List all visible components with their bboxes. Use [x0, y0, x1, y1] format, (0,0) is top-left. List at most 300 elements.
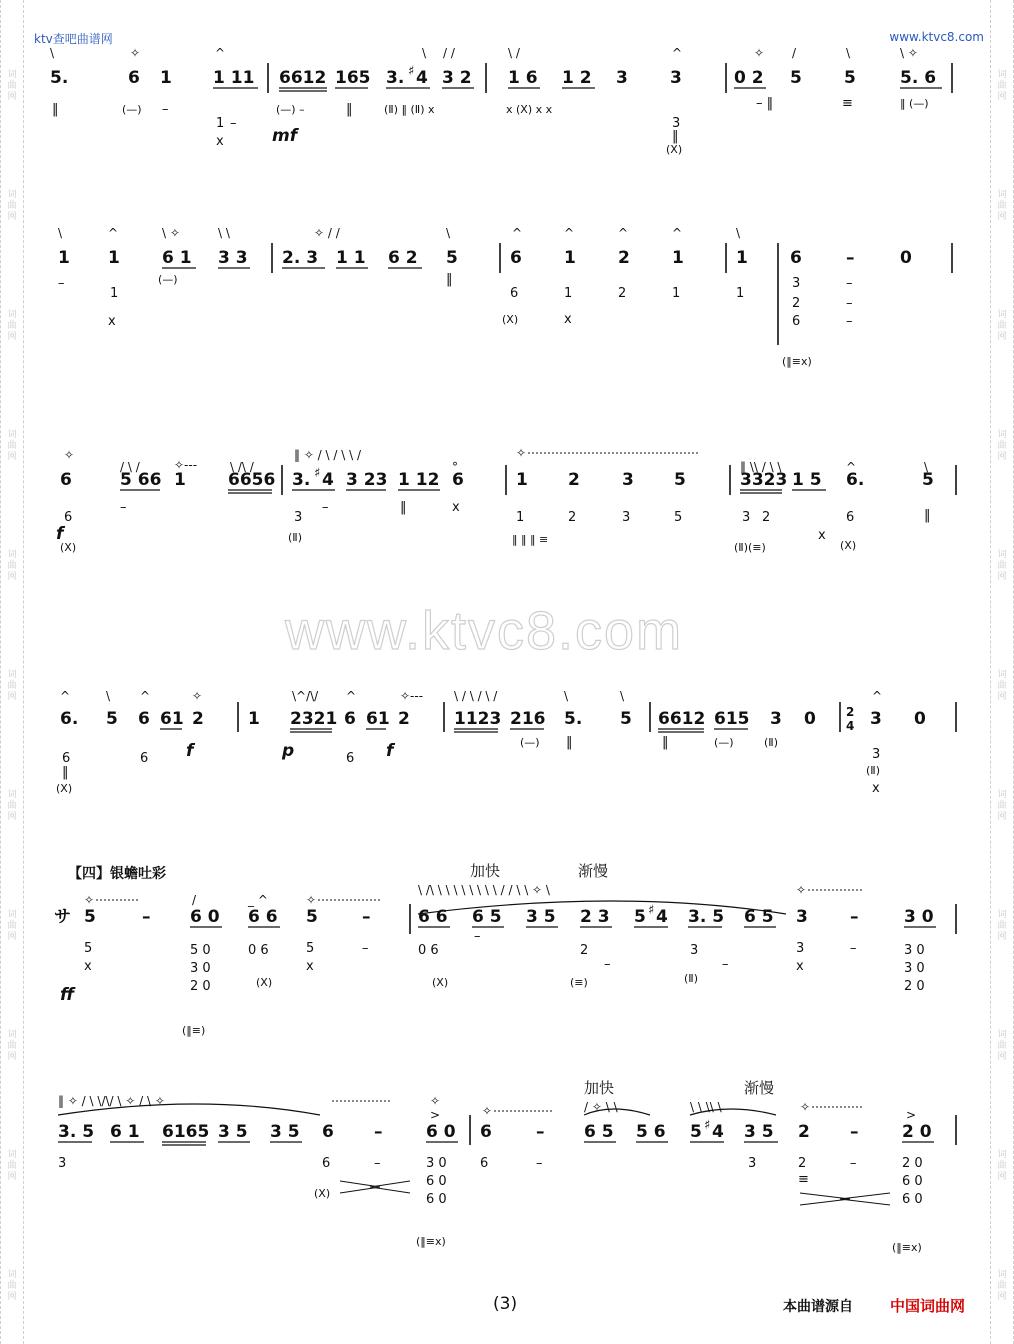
svg-text:(Ⅱ): (Ⅱ) [684, 972, 698, 985]
svg-text:^: ^ [60, 689, 71, 703]
note: 5 66 [120, 470, 162, 490]
svg-text:\: \ [620, 689, 625, 703]
note: 1 [174, 470, 186, 490]
accomp: – [604, 957, 611, 972]
svg-text:–: – [162, 102, 169, 117]
svg-text:^: ^ [512, 226, 523, 240]
sharp-sign: ♯ [704, 1118, 711, 1133]
svg-text:x: x [452, 500, 460, 515]
score-line-6 [50, 1075, 964, 1265]
note: 1 [248, 709, 260, 729]
svg-text:✧: ✧ [800, 1100, 811, 1114]
svg-text:‖: ‖ [52, 102, 59, 117]
svg-text:(‖≡x): (‖≡x) [892, 1241, 922, 1254]
note: 3 [622, 470, 634, 490]
accelerando-label: 加快 [584, 1079, 615, 1097]
accomp: 5 [674, 510, 683, 525]
note: 5 [84, 907, 96, 927]
svg-text:–: – [846, 314, 853, 329]
svg-text:\ \ \\ \: \ \ \\ \ [690, 1100, 722, 1114]
note: 2 [192, 709, 204, 729]
note: – [142, 907, 151, 927]
note: 1 [108, 248, 120, 268]
svg-text:✧: ✧ [306, 893, 317, 907]
accomp: 6 [792, 314, 801, 329]
side-watermark: 词 曲 网 [997, 1270, 1007, 1302]
svg-text:(Ⅱ): (Ⅱ) [866, 764, 880, 777]
note: 2 [798, 1122, 810, 1142]
svg-text:\ \: \ \ [218, 226, 230, 240]
accomp: 1 [516, 510, 525, 525]
tempo-sign: サ [54, 907, 71, 927]
note: 1 12 [398, 470, 440, 490]
note: 5 [634, 907, 646, 927]
svg-text:(X): (X) [56, 782, 73, 795]
side-watermark: 词 曲 网 [7, 1270, 17, 1302]
svg-text:(X): (X) [256, 976, 273, 989]
note: – [850, 1122, 859, 1142]
sharp-sign: ♯ [408, 64, 415, 79]
note: 1 11 [213, 68, 255, 88]
svg-text:\ ✧: \ ✧ [900, 46, 918, 60]
svg-text:‖: ‖ [346, 102, 353, 117]
svg-text:(Ⅱ): (Ⅱ) [288, 531, 302, 544]
svg-text:\: \ [446, 226, 451, 240]
svg-text:\: \ [924, 460, 929, 474]
svg-text:x: x [564, 312, 572, 327]
svg-text:x: x [84, 959, 92, 974]
note: – [374, 1122, 383, 1142]
note: 1 [516, 470, 528, 490]
note: 3 5 [270, 1122, 300, 1142]
note: 6 [344, 709, 356, 729]
accomp: 3 [742, 510, 751, 525]
staff-line-1 [50, 45, 964, 235]
sharp-sign: ♯ [314, 466, 321, 481]
svg-text:✧: ✧ [482, 1104, 493, 1118]
svg-text:\ /\ \ \ \ \ \ \ \ \ / /: \ /\ \ \ \ \ \ \ \ \ / / \ \ ✧ \ [418, 883, 550, 897]
note: 3 5 [218, 1122, 248, 1142]
note: 2 [398, 709, 410, 729]
side-watermark: 词 曲 网 [997, 670, 1007, 702]
note: 6 [480, 1122, 492, 1142]
note: 6 5 [472, 907, 502, 927]
accomp: 2 [580, 943, 589, 958]
side-watermark: 词 曲 网 [7, 190, 17, 222]
svg-text:– ‖: – ‖ [756, 96, 774, 111]
svg-text:–: – [58, 276, 65, 291]
note: 165 [335, 68, 371, 88]
side-watermark: 词 曲 网 [997, 910, 1007, 942]
note: 6165 [162, 1122, 210, 1142]
note: – [846, 248, 855, 268]
svg-text:‖ ‖ ‖ ≡: ‖ ‖ ‖ ≡ [512, 533, 549, 546]
svg-text:(‖≡x): (‖≡x) [782, 355, 812, 368]
svg-text:x: x [216, 134, 224, 149]
side-watermark: 词 曲 网 [997, 430, 1007, 462]
svg-text:\: \ [846, 46, 851, 60]
note: – [850, 907, 859, 927]
side-watermark: 词 曲 网 [7, 790, 17, 822]
svg-text:^: ^ [108, 226, 119, 240]
note: 5 [306, 907, 318, 927]
time-signature-bottom: 4 [846, 719, 855, 733]
note: 3 3 [218, 248, 248, 268]
note: 6612 [658, 709, 706, 729]
side-watermark: 词 曲 网 [997, 310, 1007, 342]
right-watermark-strip [990, 0, 1014, 1344]
note: 1 [58, 248, 70, 268]
accomp: – [722, 957, 729, 972]
accomp: 6 0 [426, 1192, 447, 1207]
svg-text:/ \ /: / \ / [120, 460, 140, 474]
staff-line-3 [50, 445, 964, 635]
note: 4 [322, 470, 334, 490]
note: 6. [60, 709, 79, 729]
note: 6 0 [426, 1122, 456, 1142]
accelerando-label: 加快 [470, 862, 501, 880]
svg-text:✧---: ✧--- [400, 689, 424, 703]
svg-text:\: \ [736, 226, 741, 240]
note: 2321 [290, 709, 338, 729]
accomp: – [362, 941, 369, 956]
note: 4 [656, 907, 668, 927]
side-watermark: 词 曲 网 [7, 310, 17, 342]
accomp: 1 [672, 286, 681, 301]
accomp: 6 [480, 1156, 489, 1171]
accomp: 3 [748, 1156, 757, 1171]
note: 5 [690, 1122, 702, 1142]
svg-text:\: \ [564, 689, 569, 703]
note: 3 [670, 68, 682, 88]
accomp: 6 [846, 510, 855, 525]
svg-text:^: ^ [672, 226, 683, 240]
note: 6 [510, 248, 522, 268]
svg-text:(Ⅱ)(≡): (Ⅱ)(≡) [734, 541, 766, 554]
accomp: – [230, 116, 237, 131]
svg-text:✧---: ✧--- [174, 458, 198, 472]
svg-text:/: / [192, 893, 197, 907]
svg-text:x: x [306, 959, 314, 974]
accomp: 3 0 [904, 943, 925, 958]
accomp: 6 [140, 751, 149, 766]
note: 3 0 [904, 907, 934, 927]
svg-text:\: \ [58, 226, 63, 240]
accomp: 3 [690, 943, 699, 958]
note: 3. [386, 68, 405, 88]
note: 6 [60, 470, 72, 490]
note: 5 [922, 470, 934, 490]
site-label-left: ktv查吧曲谱网 [34, 32, 113, 46]
score-line-2 [50, 225, 964, 415]
svg-text:^: ^ [872, 689, 883, 703]
svg-text:(Ⅱ) ‖ (Ⅱ) x: (Ⅱ) ‖ (Ⅱ) x [384, 103, 435, 116]
staff-line-6 [50, 1075, 964, 1265]
note: 3 [616, 68, 628, 88]
svg-text:‖: ‖ [446, 272, 453, 287]
note: 0 [914, 709, 926, 729]
accomp: 1 [216, 116, 225, 131]
accomp: 3 [792, 276, 801, 291]
accomp: – [850, 941, 857, 956]
note: 6 [790, 248, 802, 268]
svg-text:>: > [906, 1108, 917, 1122]
note: 6 5 [744, 907, 774, 927]
note: 1123 [454, 709, 502, 729]
note: 1 2 [562, 68, 592, 88]
svg-text:^: ^ [564, 226, 575, 240]
svg-text:(X): (X) [840, 539, 857, 552]
side-watermark: 词 曲 网 [7, 1150, 17, 1182]
accomp: 1 [110, 286, 119, 301]
svg-text:‖: ‖ [662, 735, 669, 750]
note: 2 3 [580, 907, 610, 927]
svg-text:^: ^ [618, 226, 629, 240]
accomp: – [536, 1156, 543, 1171]
accomp: 3 [58, 1156, 67, 1171]
svg-text:°: ° [452, 460, 458, 474]
accomp: 1 [564, 286, 573, 301]
svg-text:(X): (X) [60, 541, 77, 554]
accomp: 2 0 [902, 1156, 923, 1171]
svg-text:✧: ✧ [84, 893, 95, 907]
side-watermark: 词 曲 网 [997, 70, 1007, 102]
note: 61 [160, 709, 184, 729]
svg-text:\: \ [50, 46, 55, 60]
svg-text:✧: ✧ [430, 1094, 441, 1108]
note: 5 [844, 68, 856, 88]
svg-text:–: – [846, 276, 853, 291]
svg-text:‖: ‖ [672, 129, 679, 144]
svg-text:✧ / /: ✧ / / [314, 226, 340, 240]
note: 6 1 [162, 248, 192, 268]
note: 0 [804, 709, 816, 729]
note: 6 [138, 709, 150, 729]
svg-text:(—): (—) [122, 103, 142, 116]
note: 1 1 [336, 248, 366, 268]
accomp: 6 0 [902, 1174, 923, 1189]
note: 5. 6 [900, 68, 937, 88]
svg-text:‖: ‖ [62, 765, 69, 780]
note: 6612 [279, 68, 327, 88]
dynamic-p: p [282, 741, 295, 761]
svg-text:‖: ‖ [924, 508, 931, 523]
note: 5 [106, 709, 118, 729]
note: 3323 [740, 470, 788, 490]
svg-text:/ /: / / [443, 46, 455, 60]
svg-text:x: x [796, 959, 804, 974]
accomp: – [850, 1156, 857, 1171]
svg-text:–: – [120, 500, 127, 515]
side-watermark: 词 曲 网 [7, 70, 17, 102]
accomp: 2 0 [904, 979, 925, 994]
svg-text:^: ^ [672, 46, 683, 60]
side-watermark: 词 曲 网 [997, 550, 1007, 582]
accomp: 2 [762, 510, 771, 525]
note: 5 [446, 248, 458, 268]
note: 4 [712, 1122, 724, 1142]
svg-text:(—) –: (—) – [276, 103, 305, 116]
note: 0 [900, 248, 912, 268]
accomp: 3 0 [904, 961, 925, 976]
accomp: 1 [736, 286, 745, 301]
accomp: 2 [798, 1156, 807, 1171]
side-watermark: 词 曲 网 [997, 190, 1007, 222]
svg-text:–: – [322, 500, 329, 515]
accomp: 6 [62, 751, 71, 766]
dynamic-f: f [386, 741, 394, 761]
score-line-1 [50, 45, 964, 235]
side-watermark: 词 曲 网 [997, 790, 1007, 822]
site-label-right: www.ktvc8.com [889, 30, 984, 44]
side-watermark: 词 曲 网 [7, 430, 17, 462]
staff-line-4 [50, 680, 964, 870]
svg-text:(≡): (≡) [570, 976, 588, 989]
note: 1 [736, 248, 748, 268]
note: – [362, 907, 371, 927]
svg-text:x (X) x x: x (X) x x [506, 103, 553, 116]
note: 6 6 [248, 907, 278, 927]
svg-text:x: x [818, 528, 826, 543]
dynamic-f: f [186, 741, 194, 761]
note: 6 1 [110, 1122, 140, 1142]
accomp: 6 0 [902, 1192, 923, 1207]
svg-text:(—): (—) [520, 736, 540, 749]
note: 5. [564, 709, 583, 729]
svg-text:–: – [474, 929, 481, 944]
note: 61 [366, 709, 390, 729]
svg-text:✧: ✧ [192, 689, 203, 703]
note: 2 [618, 248, 630, 268]
dynamic-ff: ff [60, 985, 75, 1005]
note: 1 5 [792, 470, 822, 490]
note: 0 2 [734, 68, 764, 88]
side-watermark: 词 曲 网 [7, 550, 17, 582]
staff-line-2 [50, 225, 964, 415]
note: 6 6 [418, 907, 448, 927]
note: 3 2 [442, 68, 472, 88]
note: 1 [672, 248, 684, 268]
note: 5 6 [636, 1122, 666, 1142]
accomp: 6 [346, 751, 355, 766]
side-watermark: 词 曲 网 [7, 910, 17, 942]
svg-text:‖ ✧ / \ \/\/ \ ✧ / \: ‖ ✧ / \ \/\/ \ ✧ / \ ✧ [58, 1094, 165, 1108]
accomp: 2 [792, 296, 801, 311]
svg-text:x: x [872, 781, 880, 796]
note: 3 [796, 907, 808, 927]
svg-text:\ /: \ / [508, 46, 520, 60]
accomp: 3 0 [190, 961, 211, 976]
accomp: 3 [872, 747, 881, 762]
svg-text:≡: ≡ [798, 1172, 809, 1187]
accomp: 6 [510, 286, 519, 301]
accomp: 3 [622, 510, 631, 525]
accomp: 5 0 [190, 943, 211, 958]
note: 3. 5 [58, 1122, 95, 1142]
note: 2. 3 [282, 248, 319, 268]
note: 5 [620, 709, 632, 729]
ritardando-label: 渐慢 [744, 1079, 775, 1097]
svg-text:^: ^ [140, 689, 151, 703]
note: 3 5 [526, 907, 556, 927]
svg-text:(X): (X) [314, 1187, 331, 1200]
accomp: 3 [796, 941, 805, 956]
accomp: – [374, 1156, 381, 1171]
dynamic-f: f [56, 524, 64, 544]
note: 5 [790, 68, 802, 88]
svg-text:^: ^ [846, 460, 857, 474]
accomp: 0 6 [418, 943, 439, 958]
svg-text:✧: ✧ [64, 448, 75, 462]
svg-text:✧: ✧ [516, 446, 527, 460]
svg-text:>: > [430, 1108, 441, 1122]
note: 5 [674, 470, 686, 490]
note: 6 [452, 470, 464, 490]
svg-text:^: ^ [346, 689, 357, 703]
accomp: 5 [84, 941, 93, 956]
svg-text:‖: ‖ [400, 500, 407, 515]
staff-line-5 [50, 858, 964, 1048]
side-watermark: 词 曲 网 [7, 670, 17, 702]
svg-text:(‖≡): (‖≡) [182, 1024, 206, 1037]
source-site-link[interactable]: 中国词曲网 [890, 1297, 966, 1315]
svg-text:(—): (—) [714, 736, 734, 749]
accomp: 3 0 [426, 1156, 447, 1171]
score-line-5 [50, 858, 964, 1048]
time-signature-top: 2 [846, 705, 855, 719]
left-watermark-strip [0, 0, 24, 1344]
note: 6 [322, 1122, 334, 1142]
svg-text:/: / [792, 46, 797, 60]
note: 1 [160, 68, 172, 88]
accomp: 3 [672, 116, 681, 131]
note: 1 [564, 248, 576, 268]
note: 6 [128, 68, 140, 88]
side-watermark: 词 曲 网 [997, 1030, 1007, 1062]
section-title: 【四】银蟾吐彩 [68, 866, 166, 882]
accomp: 2 0 [190, 979, 211, 994]
note: 1 6 [508, 68, 538, 88]
svg-text:(‖≡x): (‖≡x) [416, 1235, 446, 1248]
note: 6 5 [584, 1122, 614, 1142]
svg-text:\ ✧: \ ✧ [162, 226, 180, 240]
note: 4 [416, 68, 428, 88]
dynamic-mf: mf [272, 126, 298, 146]
accomp: 3 [294, 510, 303, 525]
side-watermark: 词 曲 网 [7, 1030, 17, 1062]
svg-text:\^/\/: \^/\/ [292, 689, 319, 703]
note: 3 23 [346, 470, 388, 490]
page-number: (3) [493, 1294, 518, 1314]
svg-text:^: ^ [215, 46, 226, 60]
accomp: 2 [618, 286, 627, 301]
note: 6656 [228, 470, 276, 490]
svg-text:(X): (X) [502, 313, 519, 326]
note: 3. [292, 470, 311, 490]
accomp: 5 [306, 941, 315, 956]
note: 615 [714, 709, 750, 729]
accomp: 6 [64, 510, 73, 525]
svg-text:‖ ✧ / \ / \ \ /: ‖ ✧ / \ / \ \ / [294, 448, 362, 462]
note: 3. 5 [688, 907, 725, 927]
svg-text:✧: ✧ [130, 46, 141, 60]
note: 6 0 [190, 907, 220, 927]
side-watermark: 词 曲 网 [997, 1150, 1007, 1182]
note: 6. [846, 470, 865, 490]
accomp: 6 0 [426, 1174, 447, 1189]
svg-text:(Ⅱ): (Ⅱ) [764, 736, 778, 749]
note: 2 [568, 470, 580, 490]
